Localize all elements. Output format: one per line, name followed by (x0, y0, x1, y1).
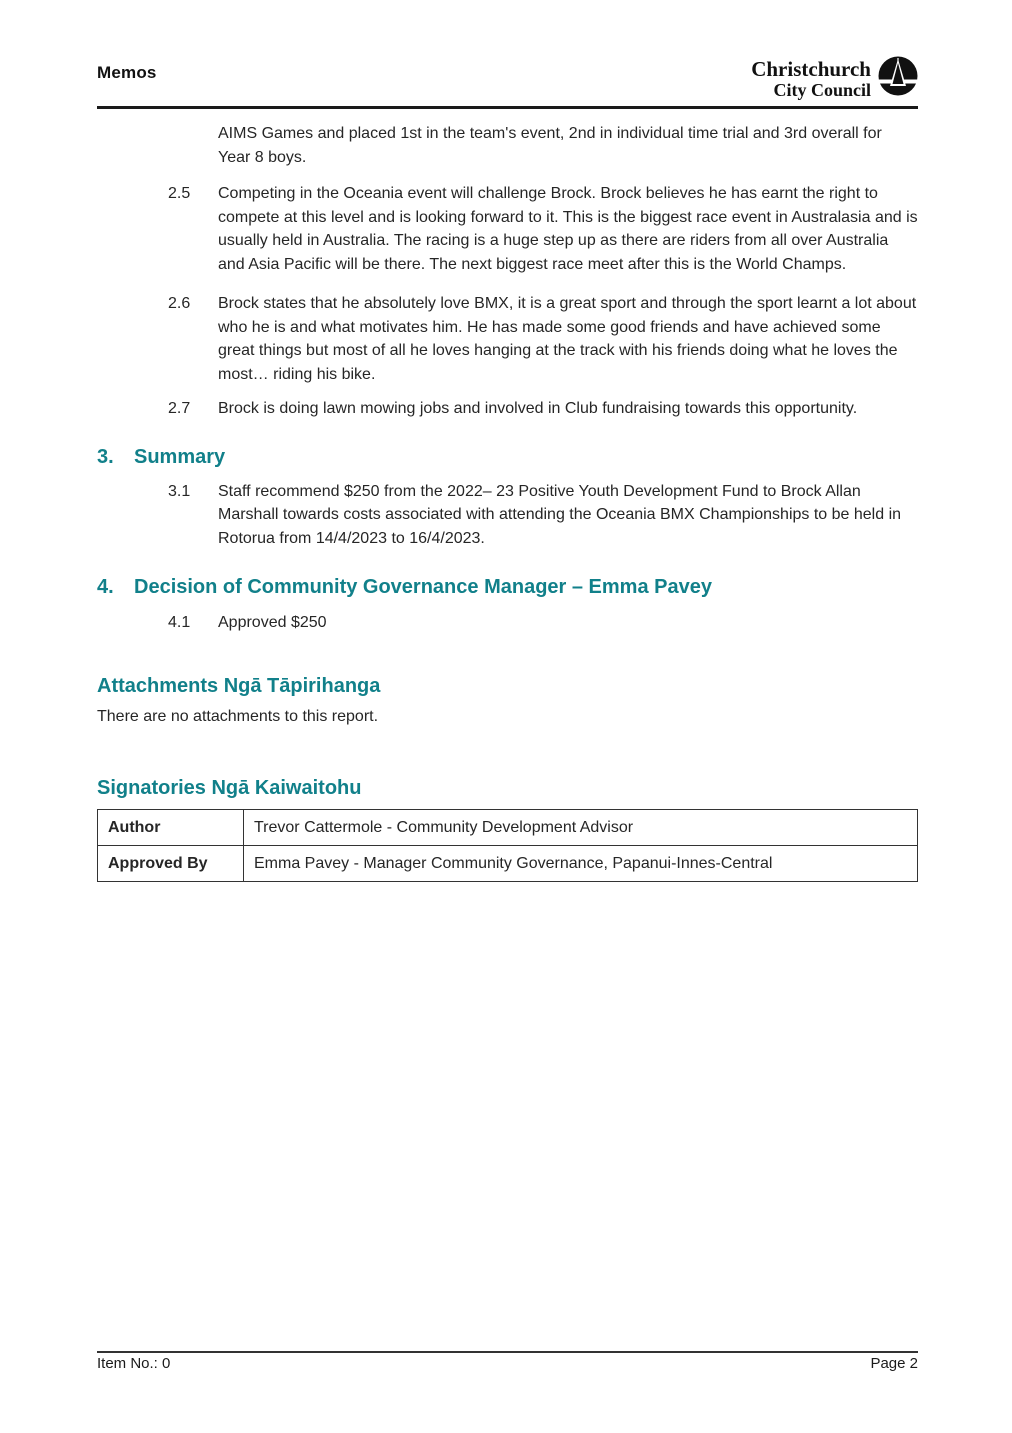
continuation-paragraph: AIMS Games and placed 1st in the team's event, 2nd in individual time trial and 3rd overall for Year 8 boys. (218, 125, 882, 166)
section-heading-summary (97, 445, 918, 469)
memo-body (97, 122, 918, 882)
signatories-table (97, 809, 918, 882)
numbered-item-2-5 (97, 182, 918, 276)
doc-type-label: Memos (97, 63, 157, 82)
item-number-label: Item No.: 0 (97, 1355, 171, 1372)
cathedral-emblem-icon (878, 56, 918, 101)
item-text: Brock is doing lawn mowing jobs and involved in Club fundraising towards this opportunity. (218, 400, 858, 417)
signatory-role-label: Approved By (98, 846, 244, 882)
item-number: 2.6 (168, 295, 191, 312)
page-header (97, 56, 918, 106)
item-text: Staff recommend $250 from the 2022– 23 Positive Youth Development Fund to Brock Allan Marshall towards costs associated with attending the Oceania BMX Championships to be held in Rotorua from 14/4/2023 to 16/4/2023. (218, 482, 902, 547)
numbered-item-2-6 (97, 292, 918, 386)
logo-line1: Christchurch (751, 56, 871, 81)
item-text: Approved $250 (218, 614, 327, 631)
ccc-logo (751, 56, 918, 101)
item-text: Competing in the Oceania event will challenge Brock. Brock believes he has earnt the right to compete at this level and is looking forward to it. This is the biggest race event in Australasia and is usually held in Australia. The racing is a huge step up as there are riders from all over Australia and Asia Pacific will be there. The next biggest race meet after this is the World Champs. (218, 185, 918, 273)
attachments-text: There are no attachments to this report. (97, 707, 379, 725)
signatory-name-value: Trevor Cattermole - Community Development Advisor (244, 810, 918, 846)
numbered-item-3-1 (97, 480, 918, 551)
section-title: Decision of Community Governance Manager – Emma Pavey (134, 576, 712, 598)
page-number-label: Page 2 (870, 1355, 918, 1372)
item-number: 3.1 (168, 482, 191, 500)
section-heading-decision (97, 575, 918, 599)
attachments-heading: Attachments Ngā Tāpirihanga (97, 674, 381, 697)
header-rule (97, 106, 918, 109)
ccc-logo-wordmark (751, 56, 871, 100)
item-number: 4.1 (168, 614, 191, 631)
numbered-item-4-1 (97, 611, 918, 635)
numbered-item-2-7 (97, 397, 918, 421)
section-number: 4. (97, 576, 114, 598)
item-number: 2.7 (168, 400, 191, 417)
table-row (98, 810, 918, 846)
section-number: 3. (97, 445, 114, 468)
signatories-heading: Signatories Ngā Kaiwaitohu (97, 777, 362, 799)
signatory-role-label: Author (98, 810, 244, 846)
signatory-name-value: Emma Pavey - Manager Community Governance, Papanui-Innes-Central (244, 846, 918, 882)
section-title: Summary (134, 445, 226, 468)
page-footer (97, 1351, 918, 1372)
item-number: 2.5 (168, 185, 191, 202)
logo-line2: City Council (773, 79, 871, 100)
table-row (98, 846, 918, 882)
item-text: Brock states that he absolutely love BMX, it is a great sport and through the sport learnt a lot about who he is and what motivates him. He has made some good friends and have achieved some great things but most of all he loves hanging at the track with his friends doing what he loves the most… riding his bike. (218, 295, 917, 383)
